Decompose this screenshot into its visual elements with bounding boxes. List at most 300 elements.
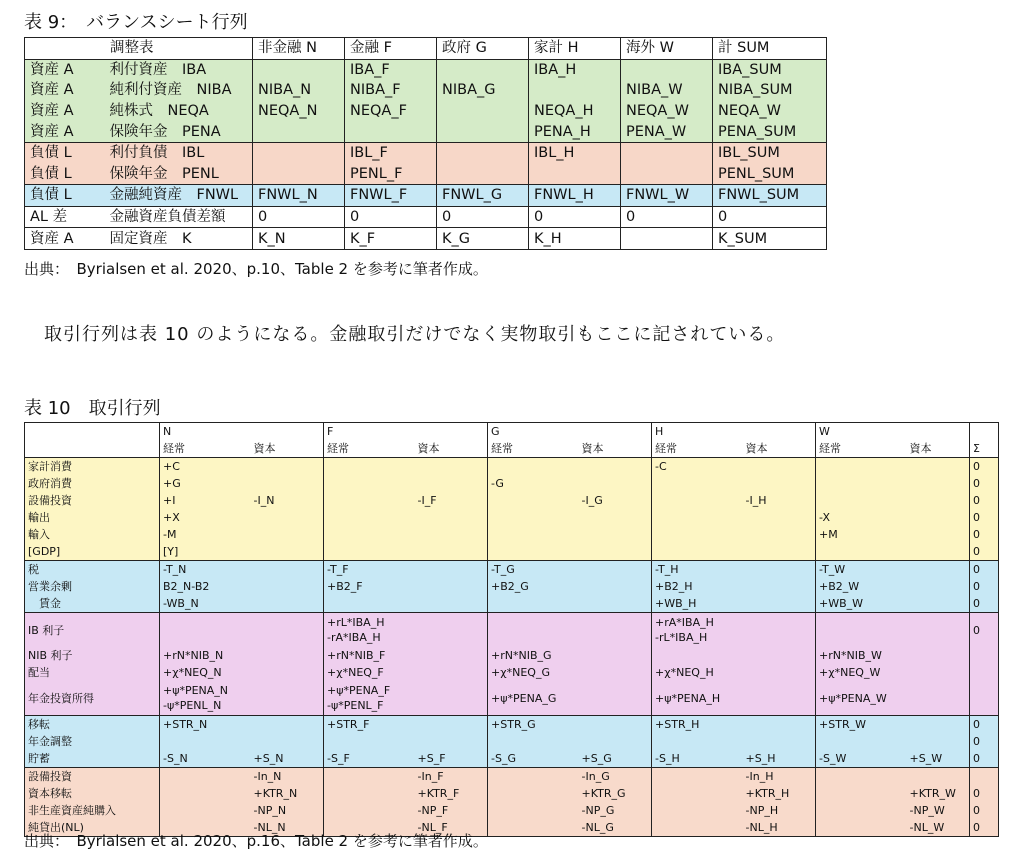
table10-cell: +ψ*PENA_W	[816, 681, 898, 716]
cell-line: +ψ*PENA_N	[163, 684, 229, 697]
table10-cell	[734, 595, 816, 613]
sigma-header: Σ	[970, 440, 999, 458]
table9-cell	[253, 121, 345, 142]
sigma-cell: 0	[970, 613, 999, 648]
row-type: 負債 L	[25, 185, 105, 207]
table10-cell	[406, 595, 488, 613]
table9-cell: FNWL_G	[437, 185, 529, 207]
table10-cell: -NP_G	[581, 804, 615, 817]
table10-cell: +χ*NEQ_G	[488, 664, 570, 681]
table9-cell: FNWL_F	[345, 185, 437, 207]
table9-header: 非金融 N	[253, 38, 345, 60]
row-type: 資産 A	[30, 103, 74, 120]
sub-header-current: 経常	[488, 440, 570, 458]
table10-cell	[406, 613, 488, 648]
table10-cell	[160, 681, 242, 716]
sub-header-capital: 資本	[406, 440, 488, 458]
table9-row	[25, 121, 827, 142]
table10-cell	[488, 733, 570, 750]
table9-cell	[621, 142, 713, 163]
sigma-cell: 0	[970, 819, 999, 837]
table9-row	[25, 228, 827, 250]
table9-cell	[345, 121, 437, 142]
table10-cell	[898, 647, 970, 664]
table10-cell: +χ*NEQ_W	[816, 664, 898, 681]
table10-cell	[488, 785, 570, 802]
table10-cell	[734, 561, 816, 579]
table10-cell	[734, 543, 816, 561]
table10-cell	[734, 458, 816, 476]
table9-header: 金融 F	[345, 38, 437, 60]
table10-cell	[734, 716, 816, 734]
sub-header-capital: 資本	[898, 440, 970, 458]
table10-cell: -NL_N	[253, 821, 286, 834]
table10-cell	[242, 613, 324, 648]
table10-cell	[652, 802, 734, 819]
cell-line: +rL*IBA_H	[327, 616, 385, 629]
table10-row	[25, 613, 999, 648]
table10-cell: -S_G	[488, 750, 570, 768]
corner-cell	[25, 440, 160, 458]
table10-cell	[160, 768, 242, 786]
table10-cell	[816, 768, 898, 786]
table10-cell	[242, 681, 324, 716]
table10-cell	[816, 819, 898, 837]
table10-cell: -I_G	[581, 494, 603, 507]
table10-cell	[160, 733, 242, 750]
table10-cell: +B2_H	[652, 578, 734, 595]
table10-cell	[898, 681, 970, 716]
table9-header: 計 SUM	[713, 38, 827, 60]
table9-cell: IBA_F	[345, 59, 437, 80]
table9-row	[25, 142, 827, 163]
row-label: 輸出	[28, 511, 50, 524]
table10-cell	[488, 802, 570, 819]
row-label: 純貸出(NL)	[28, 821, 84, 834]
table10-cell	[488, 768, 570, 786]
row-name: 利付資産 IBA	[109, 61, 207, 78]
sigma-cell: 0	[970, 578, 999, 595]
row-label: 年金調整	[28, 735, 72, 748]
row-label: IB 利子	[28, 623, 65, 637]
table10-cell: +WB_H	[652, 595, 734, 613]
table10-cell	[324, 595, 406, 613]
table9-cell	[621, 228, 713, 250]
table10-cell	[652, 492, 734, 509]
table9-cell	[621, 164, 713, 185]
sub-header-current: 経常	[160, 440, 242, 458]
row-name: 固定資産 K	[105, 228, 253, 250]
table10-cell	[652, 613, 734, 648]
table9-cell: NEQA_H	[529, 101, 621, 122]
table10-cell	[242, 664, 324, 681]
sigma-cell: 0	[970, 561, 999, 579]
sector-header: F	[324, 423, 488, 441]
sigma-cell: 0	[970, 475, 999, 492]
table10-cell	[652, 733, 734, 750]
row-label: 年金投資所得	[25, 681, 160, 716]
sector-header: H	[652, 423, 816, 441]
table10-cell: +rN*NIB_F	[324, 647, 406, 664]
table10-cell: +C	[160, 458, 242, 476]
sigma-cell: 0	[970, 785, 999, 802]
table9-row	[25, 206, 827, 228]
row-name: 利付負債 IBL	[109, 145, 205, 162]
cell-line: -rA*IBA_H	[327, 631, 381, 644]
table10-cell: +WB_W	[816, 595, 898, 613]
table10-cell	[898, 578, 970, 595]
table10-cell	[324, 509, 406, 526]
table9-cell: 0	[621, 206, 713, 228]
table9-caption: 表 9： バランスシート行列	[24, 12, 248, 33]
table10-cell: -NL_G	[581, 821, 614, 834]
table10-cell: +STR_H	[652, 716, 734, 734]
row-type: 資産 A	[25, 121, 105, 142]
table9-cell: K_N	[253, 228, 345, 250]
table10-cell	[570, 526, 652, 543]
row-label: 設備投資	[28, 494, 72, 507]
table10-cell	[160, 785, 242, 802]
table9-row	[25, 80, 827, 101]
table10-cell: +B2_G	[488, 578, 570, 595]
table10-row	[25, 595, 999, 613]
sector-header: G	[488, 423, 652, 441]
table10-cell	[488, 819, 570, 837]
table10-cell	[324, 802, 406, 819]
table9-cell: PENL_F	[345, 164, 437, 185]
table10-row	[25, 543, 999, 561]
table10-cell	[816, 492, 898, 509]
table10-row	[25, 768, 999, 786]
table10-cell	[652, 819, 734, 837]
table10-cell	[242, 475, 324, 492]
table10-cell	[898, 475, 970, 492]
row-name: 金融純資産 FNWL	[105, 185, 253, 207]
table10-cell: -NL_H	[745, 821, 778, 834]
table10-row	[25, 716, 999, 734]
table10-row	[25, 458, 999, 476]
table9-cell: NEQA_W	[621, 101, 713, 122]
table10-cell: -S_F	[324, 750, 406, 768]
table10-cell	[570, 613, 652, 648]
table10-cell	[816, 785, 898, 802]
cell-line: -rL*IBA_H	[655, 631, 708, 644]
table9-cell: PENA_SUM	[713, 121, 827, 142]
cell-line: -ψ*PENL_F	[327, 699, 384, 712]
table9-cell: IBL_F	[345, 142, 437, 163]
row-label: [GDP]	[25, 543, 160, 561]
table10-cell	[652, 647, 734, 664]
table10-cell: +S_W	[898, 750, 970, 768]
table9-cell	[437, 164, 529, 185]
cell-line: +rA*IBA_H	[655, 616, 714, 629]
table10-cell: +rN*NIB_W	[816, 647, 898, 664]
table10-cell	[816, 613, 898, 648]
table10-cell	[324, 458, 406, 476]
table10-cell	[898, 733, 970, 750]
table10-cell: +KTR_N	[253, 787, 298, 800]
table10-cell	[652, 543, 734, 561]
table10-cell	[570, 578, 652, 595]
table10-cell	[898, 492, 970, 509]
table10-cell	[652, 475, 734, 492]
table9-row	[25, 164, 827, 185]
table10-cell	[406, 664, 488, 681]
table10-cell	[734, 733, 816, 750]
table10-cell: +STR_N	[160, 716, 242, 734]
table10-cell	[570, 561, 652, 579]
sigma-cell: 0	[970, 716, 999, 734]
row-label: 設備投資	[28, 770, 72, 783]
row-name: 金融資産負債差額	[105, 206, 253, 228]
table10-cell	[898, 561, 970, 579]
table10-cell: -M	[160, 526, 242, 543]
table10-cell	[734, 526, 816, 543]
table10-cell: +B2_F	[324, 578, 406, 595]
table10-cell	[488, 613, 570, 648]
table10-cell	[570, 681, 652, 716]
table9-cell: K_SUM	[713, 228, 827, 250]
table10-cell: +G	[160, 475, 242, 492]
table10-cell: -C	[652, 458, 734, 476]
table10-cell: -NL_F	[417, 821, 448, 834]
table10-cell	[324, 733, 406, 750]
sigma-cell: 0	[970, 802, 999, 819]
sigma-cell	[970, 664, 999, 681]
table9-cell: NIBA_W	[621, 80, 713, 101]
table9-cell: NEQA_W	[713, 101, 827, 122]
sector-header: W	[816, 423, 970, 441]
table10-cell	[242, 509, 324, 526]
table10-cell	[324, 543, 406, 561]
table10-cell: +rN*NIB_N	[160, 647, 242, 664]
table10-cell	[816, 733, 898, 750]
table10-cell	[734, 509, 816, 526]
table10-sector-row	[25, 423, 999, 441]
table9-cell	[529, 80, 621, 101]
sigma-cell	[970, 647, 999, 664]
table10-cell	[488, 509, 570, 526]
table10-source: 出典： Byrialsen et al. 2020、p.16、Table 2 を参考に筆者作成。	[24, 832, 488, 850]
table10-row	[25, 750, 999, 768]
table10-cell	[242, 526, 324, 543]
corner-cell	[25, 423, 160, 441]
row-label: 輸入	[28, 528, 50, 541]
table10-cell	[734, 647, 816, 664]
table10-cell	[406, 561, 488, 579]
table10-row	[25, 681, 999, 716]
row-label: NIB 利子	[28, 649, 73, 662]
sigma-cell: 0	[970, 733, 999, 750]
table9-cell: IBL_H	[529, 142, 621, 163]
table10-cell: +KTR_W	[909, 787, 956, 800]
table10-cell	[242, 647, 324, 664]
table10-cell: -In_H	[745, 770, 774, 783]
row-label: 家計消費	[28, 460, 72, 473]
table10-cell	[734, 664, 816, 681]
cell-line: +ψ*PENA_F	[327, 684, 391, 697]
table10-cell: +S_H	[734, 750, 816, 768]
table10-cell	[406, 716, 488, 734]
table10-row	[25, 785, 999, 802]
sector-header: N	[160, 423, 324, 441]
table9-cell	[253, 59, 345, 80]
table10-row	[25, 733, 999, 750]
table10-cell	[242, 733, 324, 750]
table10-cell	[570, 664, 652, 681]
table9-cell: 0	[529, 206, 621, 228]
table9-cell: NIBA_F	[345, 80, 437, 101]
row-label: 政府消費	[28, 477, 72, 490]
table10-cell: +I	[160, 492, 242, 509]
table9-cell	[437, 142, 529, 163]
table10-cell: +ψ*PENA_G	[488, 681, 570, 716]
table10-cell: +KTR_G	[581, 787, 626, 800]
table10-cell	[406, 647, 488, 664]
table10-cell	[242, 716, 324, 734]
table10-row	[25, 509, 999, 526]
table9-cell: K_F	[345, 228, 437, 250]
table9-cell: 0	[437, 206, 529, 228]
table10-cell: -G	[488, 475, 570, 492]
table10-cell	[898, 613, 970, 648]
table10-cell: -In_F	[417, 770, 444, 783]
table9-row	[25, 185, 827, 207]
table10-cell: -I_F	[417, 494, 437, 507]
table10-cell	[898, 595, 970, 613]
table10-row	[25, 802, 999, 819]
table10-cell	[406, 543, 488, 561]
table10-cell	[324, 526, 406, 543]
sub-header-capital: 資本	[734, 440, 816, 458]
table10-cell	[488, 526, 570, 543]
table10-cell	[898, 509, 970, 526]
table10-cell: -I_H	[745, 494, 767, 507]
table9-cell: NIBA_N	[253, 80, 345, 101]
table9-cell	[437, 121, 529, 142]
table10-cell	[898, 716, 970, 734]
table10-cell	[242, 543, 324, 561]
table10-cell	[570, 733, 652, 750]
table10-cell: -T_N	[160, 561, 242, 579]
table10-cell	[652, 785, 734, 802]
table10-cell	[324, 475, 406, 492]
table10-cell	[816, 458, 898, 476]
table10-cell	[488, 492, 570, 509]
table10-cell	[406, 681, 488, 716]
table10-row	[25, 526, 999, 543]
table10-cell: [Y]	[160, 543, 242, 561]
row-type: 資産 A	[25, 228, 105, 250]
table9-cell	[437, 59, 529, 80]
table10-cell	[570, 595, 652, 613]
sigma-cell: 0	[970, 509, 999, 526]
row-label: 非生産資産純購入	[28, 804, 116, 817]
table10-cell	[898, 664, 970, 681]
sub-header-current: 経常	[324, 440, 406, 458]
table10-cell	[324, 681, 406, 716]
row-label: 貯蓄	[25, 750, 160, 768]
table10-cell	[242, 458, 324, 476]
table10-cell: -I_N	[253, 494, 275, 507]
table10-cell: +S_N	[242, 750, 324, 768]
table10-cell: -NP_F	[417, 804, 449, 817]
transaction-matrix-table	[24, 422, 999, 837]
table10-cell: -X	[816, 509, 898, 526]
table10-cell	[488, 458, 570, 476]
table10-cell: +STR_F	[324, 716, 406, 734]
table10-cell	[406, 475, 488, 492]
table9-header-row	[25, 38, 827, 60]
table10-cell: -T_G	[488, 561, 570, 579]
table10-cell: -NL_W	[909, 821, 945, 834]
table9-cell: FNWL_SUM	[713, 185, 827, 207]
table10-cell	[160, 613, 242, 648]
table10-cell: +STR_W	[816, 716, 898, 734]
table10-cell	[652, 768, 734, 786]
table10-cell	[160, 802, 242, 819]
table10-cell	[242, 595, 324, 613]
table9-cell	[529, 164, 621, 185]
table10-cell: +χ*NEQ_H	[652, 664, 734, 681]
row-name: 保険年金 PENL	[105, 164, 253, 185]
row-label: 資本移転	[28, 787, 72, 800]
sigma-cell: 0	[970, 595, 999, 613]
table9-cell: PENL_SUM	[713, 164, 827, 185]
table10-cell	[734, 475, 816, 492]
table9-cell: K_G	[437, 228, 529, 250]
table10-row	[25, 492, 999, 509]
table10-cell: -In_G	[581, 770, 610, 783]
table10-cell: -NP_N	[253, 804, 287, 817]
table10-cell: B2_N-B2	[160, 578, 242, 595]
table10-cell	[406, 509, 488, 526]
table10-cell	[816, 475, 898, 492]
table9-cell: 0	[713, 206, 827, 228]
sigma-cell: 0	[970, 750, 999, 768]
sigma-cell: 0	[970, 492, 999, 509]
table10-row	[25, 475, 999, 492]
sigma-cell: 0	[970, 458, 999, 476]
table10-cell: +rN*NIB_G	[488, 647, 570, 664]
sigma-cell	[970, 681, 999, 716]
table10-cell	[324, 785, 406, 802]
row-label: 営業余剰	[28, 580, 72, 593]
table10-cell	[324, 768, 406, 786]
table10-cell	[898, 526, 970, 543]
table9-cell	[253, 142, 345, 163]
table10-cell: +X	[160, 509, 242, 526]
table10-cell	[406, 578, 488, 595]
table9-header: 家計 H	[529, 38, 621, 60]
sub-header-current: 経常	[652, 440, 734, 458]
table9-cell: PENA_W	[621, 121, 713, 142]
table10-sub-row	[25, 440, 999, 458]
table10-cell	[816, 543, 898, 561]
table10-cell	[734, 613, 816, 648]
table10-cell	[570, 647, 652, 664]
row-name: 純株式 NEQA	[109, 103, 209, 120]
table10-cell	[406, 526, 488, 543]
table9-cell: 0	[345, 206, 437, 228]
row-type: 負債 L	[25, 164, 105, 185]
table9-header: 政府 G	[437, 38, 529, 60]
row-name: 保険年金 PENA	[105, 121, 253, 142]
row-label: 配当	[28, 666, 50, 679]
sub-header-current: 経常	[816, 440, 898, 458]
table10-row	[25, 561, 999, 579]
table10-cell: +S_G	[570, 750, 652, 768]
